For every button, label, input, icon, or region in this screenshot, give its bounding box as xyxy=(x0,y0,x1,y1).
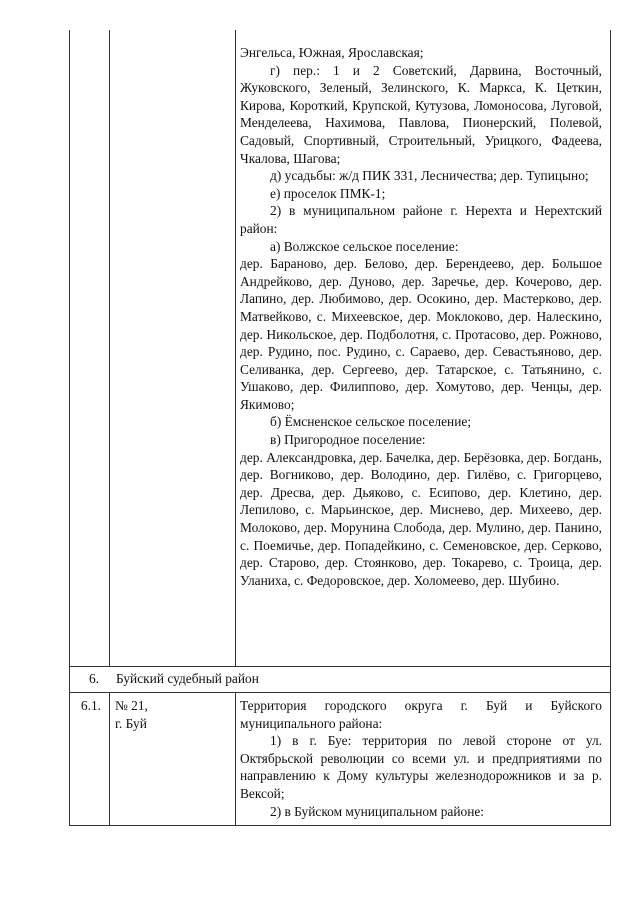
continuation-cell xyxy=(240,44,602,589)
table-border-row-top xyxy=(69,666,611,667)
section-number: 6. xyxy=(88,671,99,686)
district-line-1: № 21, xyxy=(115,698,148,713)
table-border-bottom xyxy=(69,825,611,826)
paragraph: а) Волжское сельское поселение: xyxy=(270,238,459,254)
paragraph: 1) в г. Буе: территория по левой стороне от ул. Октябрьской революции со всеми ул. и предприятиями по направлению к Дому культуры железнодорожников и за р. Вексой; xyxy=(240,733,602,801)
paragraph: д) усадьбы: ж/д ПИК 331, Лесничества; дер. Тупицыно; xyxy=(270,168,589,184)
paragraph: Энгельса, Южная, Ярославская; xyxy=(240,45,424,60)
paragraph: 2) в муниципальном районе г. Нерехта и Нерехтский район: xyxy=(240,203,602,236)
table-border-row-mid xyxy=(69,692,611,693)
paragraph: дер. Бараново, дер. Белово, дер. Берендеево, дер. Большое Андрейково, дер. Дуново, дер. Заречье, дер. Кочерово, дер. Лапино, дер. Любимово, дер. Осокино, дер. Мастерково, дер. Матвейково, с. Михеевское, дер. Моклоково, дер. Налескино, дер. Никольское, дер. Подболотня, с. Протасово, дер. Рожново, дер. Рудино, пос. Рудино, с. Сараево, дер. Севастьяново, дер. Селиванка, дер. Сергеево, дер. Татарское, с. Татьянино, с. Ушаково, дер. Филиппово, дер. Хомутово, дер. Ченцы, дер. Якимово; xyxy=(240,256,602,412)
paragraph: в) Пригородное поселение: xyxy=(270,432,426,448)
paragraph: 2) в Буйском муниципальном районе: xyxy=(270,803,485,819)
table-border-right xyxy=(610,30,611,825)
paragraph: б) Ёмсненское сельское поселение; xyxy=(270,414,472,430)
continuation-paragraphs xyxy=(240,44,602,589)
paragraph: е) проселок ПМК-1; xyxy=(270,185,386,201)
table-border-col2 xyxy=(235,30,236,666)
table-border-col1 xyxy=(109,30,110,666)
section-title: Буйский судебный район xyxy=(116,671,259,686)
paragraph: г) пер.: 1 и 2 Советский, Дарвина, Восточный, Жуковского, Зеленый, Зелинского, К. Маркса, К. Цеткин, Кирова, Короткий, Крупской, Кутузова, Ломоносова, Луговой, Менделеева, Нахимова, Павлова, Пионерский, Полевой, Садовый, Спортивный, Строительный, Урицкого, Фадеева, Чкалова, Шагова; xyxy=(240,62,602,166)
table-border-col1-lower xyxy=(109,692,110,825)
subsection-paragraphs xyxy=(240,697,602,820)
paragraph: Территория городского округа г. Буй и Буйского муниципального района: xyxy=(240,698,602,731)
table-border-col2-lower xyxy=(235,692,236,825)
paragraph: дер. Александровка, дер. Бачелка, дер. Берёзовка, дер. Богдань, дер. Вогниково, дер. Володино, дер. Гилёво, с. Григорцево, дер. Дресва, дер. Дьяково, с. Есипово, дер. Клетино, дер. Лепилово, с. Марьинское, дер. Миснево, дер. Михеево, дер. Молоково, дер. Морунина Слобода, дер. Мулино, дер. Панино, с. Поемичье, дер. Попадейкино, с. Семеновское, дер. Серково, дер. Старово, дер. Стоянково, дер. Токарево, с. Троица, дер. Уланиха, с. Федоровское, дер. Холомеево, дер. Шубино. xyxy=(240,449,602,588)
subsection-territory xyxy=(240,697,602,820)
document-page xyxy=(69,30,611,825)
subsection-number: 6.1. xyxy=(80,698,101,713)
district-name xyxy=(115,697,231,732)
district-line-2: г. Буй xyxy=(115,715,147,731)
